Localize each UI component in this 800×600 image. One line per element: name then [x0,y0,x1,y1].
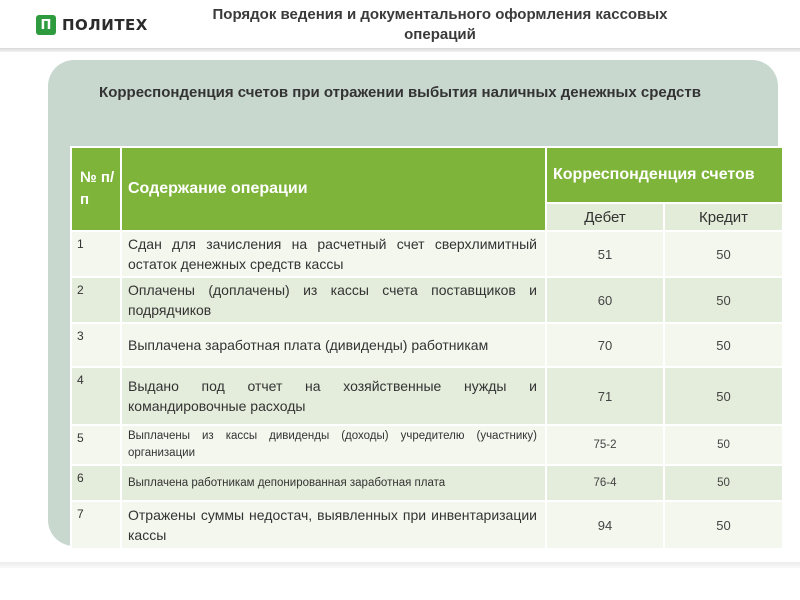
row-content: Выплачены из кассы дивиденды (доходы) учредителю (участнику) организации [121,425,546,465]
row-debit: 75-2 [546,425,664,465]
logo-text: ПОЛИТЕХ [62,16,148,34]
row-num: 6 [71,465,121,501]
row-credit: 50 [664,465,783,501]
politech-logo [36,14,148,36]
footer-divider [0,562,800,568]
row-debit: 51 [546,231,664,277]
row-debit: 60 [546,277,664,323]
row-num: 2 [71,277,121,323]
table-row [71,231,783,277]
row-credit: 50 [664,323,783,367]
row-num: 7 [71,501,121,549]
table-row [71,425,783,465]
row-content: Оплачены (доплачены) из кассы счета поставщиков и подрядчиков [121,277,546,323]
row-content: Выплачена заработная плата (дивиденды) работникам [121,323,546,367]
top-header [0,0,800,48]
table-row [71,367,783,425]
header-num: № п/п [71,147,121,231]
row-content: Выплачена работникам депонированная заработная плата [121,465,546,501]
row-content: Выдано под отчет на хозяйственные нужды и командировочные расходы [121,367,546,425]
accounts-table [70,146,784,550]
row-num: 5 [71,425,121,465]
row-credit: 50 [664,425,783,465]
table-row [71,277,783,323]
row-debit: 71 [546,367,664,425]
row-num: 4 [71,367,121,425]
header-divider [0,48,800,52]
row-content: Сдан для зачисления на расчетный счет сверхлимитный остаток денежных средств кассы [121,231,546,277]
row-credit: 50 [664,231,783,277]
row-credit: 50 [664,277,783,323]
row-num: 1 [71,231,121,277]
table-row [71,465,783,501]
panel-title: Корреспонденция счетов при отражении выбытия наличных денежных средств [99,84,701,101]
row-debit: 70 [546,323,664,367]
row-credit: 50 [664,501,783,549]
row-debit: 94 [546,501,664,549]
row-content: Отражены суммы недостач, выявленных при инвентаризации кассы [121,501,546,549]
logo-mark-icon: П [36,15,56,35]
row-debit: 76-4 [546,465,664,501]
header-correspondence: Корреспонденция счетов [546,147,783,203]
page-title: Порядок ведения и документального оформления кассовых операций [212,6,668,43]
row-num: 3 [71,323,121,367]
header-debit: Дебет [546,203,664,231]
table-row [71,501,783,549]
header-credit: Кредит [664,203,783,231]
table-row [71,323,783,367]
row-credit: 50 [664,367,783,425]
header-content: Содержание операции [121,147,546,231]
